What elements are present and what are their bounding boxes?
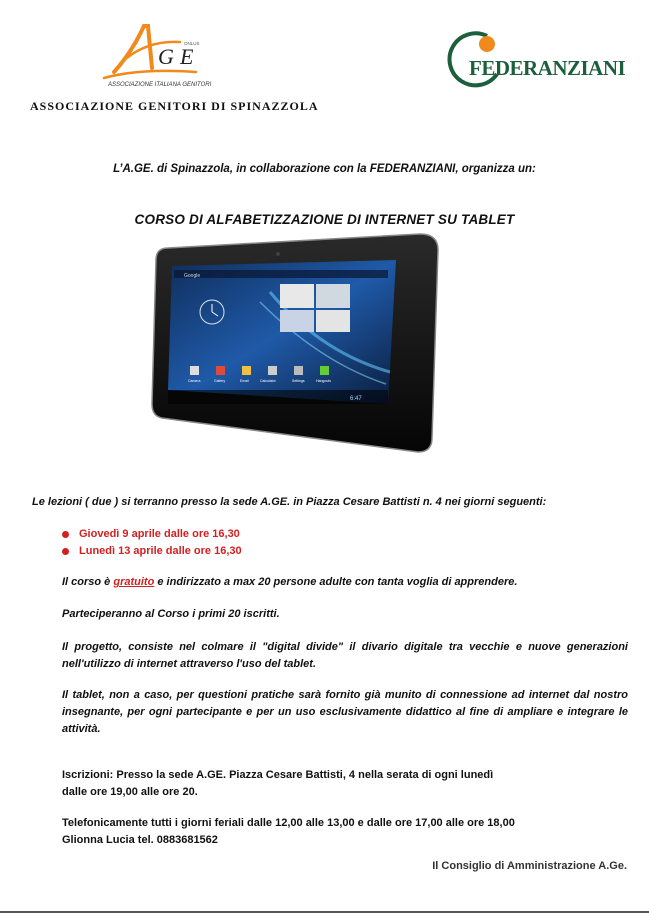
age-logo-small: ONLUS <box>184 41 200 46</box>
lesson-date: Giovedì 9 aprile dalle ore 16,30 <box>79 528 240 540</box>
tablet-app-label: Gallery <box>214 379 226 383</box>
bullet-icon <box>62 548 69 555</box>
signature: Il Consiglio di Amministrazione A.Ge. <box>432 860 627 872</box>
free-course-after: e indirizzato a max 20 persone adulte con tanta voglia di apprendere. <box>154 576 518 588</box>
tablet-app-label: Calculator <box>260 379 276 383</box>
intro-text: L’A.GE. di Spinazzola, in collaborazione con la FEDERANZIANI, organizza un: <box>113 163 536 175</box>
free-highlight: gratuito <box>113 576 155 588</box>
free-course-before: Il corso è <box>62 576 114 588</box>
age-logo <box>100 22 212 88</box>
federanziani-logo <box>447 28 626 90</box>
tablet-image <box>150 232 440 454</box>
project-text: Il progetto, consiste nel colmare il "digital divide" il divario digitale tra vecchie e nuove generazioni nell'utilizzo di internet attraverso l'uso del tablet. <box>62 641 628 670</box>
tablet-app-label: Email <box>240 379 249 383</box>
tablet-app-label: Camera <box>188 379 201 383</box>
association-name: ASSOCIAZIONE GENITORI DI SPINAZZOLA <box>30 99 319 113</box>
free-course-text <box>62 574 628 591</box>
tablet-note-text: Il tablet, non a caso, per questioni pratiche sarà fornito già munito di connessione ad internet dal nostro insegnante, per ogni partecipante e per un uso esclusivamente didattico al fine di ampliare e integrare le attività. <box>62 689 628 735</box>
list-item <box>62 543 242 560</box>
list-item <box>62 526 242 543</box>
lessons-intro: Le lezioni ( due ) si terranno presso la sede A.GE. in Piazza Cesare Battisti n. 4 nei giorni seguenti: <box>32 496 547 508</box>
bullet-icon <box>62 531 69 538</box>
age-logo-caption: ASSOCIAZIONE ITALIANA GENITORI <box>108 82 212 88</box>
registration-info <box>62 767 493 801</box>
svg-text:G: G <box>158 44 174 69</box>
first-20-text: Parteciperanno al Corso i primi 20 iscritti. <box>62 608 280 620</box>
federanziani-logo-text: FEDERANZIANI <box>469 56 626 80</box>
phone-line: Glionna Lucia tel. 0883681562 <box>62 834 218 846</box>
phone-info <box>62 815 515 849</box>
tablet-app-label: Hangouts <box>316 379 331 383</box>
svg-text:E: E <box>180 44 194 69</box>
lesson-dates-list <box>62 526 242 560</box>
tablet-clock: 6:47 <box>350 396 362 402</box>
course-title: CORSO DI ALFABETIZZAZIONE DI INTERNET SU TABLET <box>134 212 515 227</box>
registration-line: dalle ore 19,00 alle ore 20. <box>62 786 198 798</box>
tablet-app-label: Settings <box>292 379 305 383</box>
registration-line: Iscrizioni: Presso la sede A.GE. Piazza Cesare Battisti, 4 nella serata di ogni lunedì <box>62 769 494 781</box>
bottom-divider <box>0 911 649 913</box>
tablet-search-label: Google <box>184 273 201 279</box>
phone-line: Telefonicamente tutti i giorni feriali dalle 12,00 alle 13,00 e dalle ore 17,00 alle ore 18,00 <box>62 817 515 829</box>
lesson-date: Lunedì 13 aprile dalle ore 16,30 <box>79 545 242 557</box>
